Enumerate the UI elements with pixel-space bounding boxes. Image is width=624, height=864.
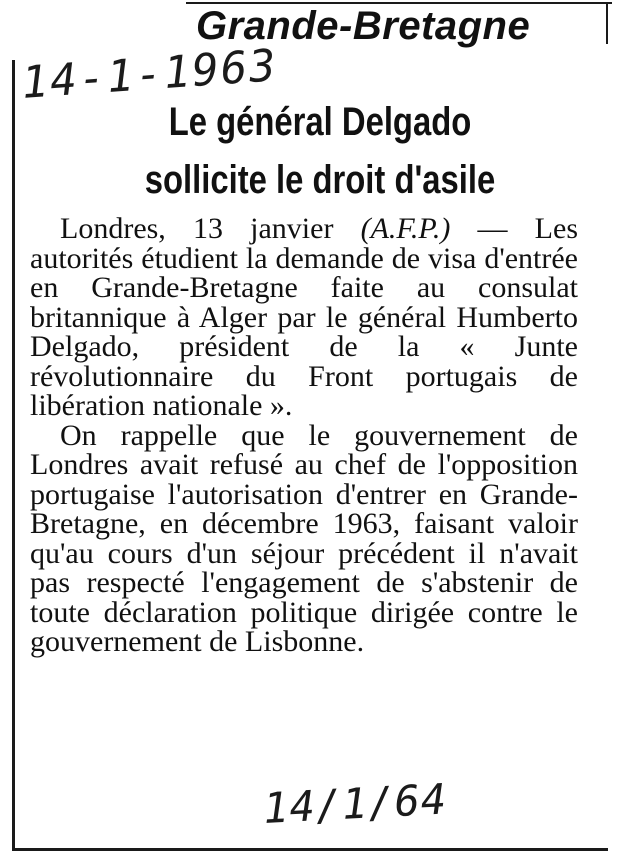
article-paragraph-1 (30, 214, 578, 421)
headline-line-2: sollicite le droit d'asile (144, 158, 496, 202)
news-agency: (A.F.P.) (360, 212, 451, 245)
handwritten-date-bottom: 14/1/64 (262, 774, 449, 833)
article-body (30, 214, 578, 657)
dateline: Londres, 13 janvier (60, 212, 361, 245)
section-title: Grande-Bretagne (196, 4, 531, 48)
clipping-edge-bottom (12, 848, 608, 851)
handwritten-date-top: 14-1-1963 (20, 40, 280, 109)
clipping-edge-left (12, 60, 15, 850)
dateline-dash: — (450, 212, 508, 245)
paragraph-1-text: Les autorités étudient la demande de visa d'entrée en Grande-Bretagne faite au consulat britannique à Alger par le général Humberto Delgado, président de la « Junte révolutionnaire du Front portugais de libération nationale ». (30, 212, 578, 422)
article-paragraph-2: On rappelle que le gouvernement de Londres avait refusé au chef de l'opposition portugaise l'autorisation d'entrer en Grande-Bretagne, en décembre 1963, faisant valoir qu'au cours d'un séjour précédent il n'avait pas respecté l'engagement de s'abstenir de toute déclaration politique dirigée contre le gouvernement de Lisbonne. (30, 418, 578, 658)
clipping-edge-right (606, 2, 608, 44)
headline-line-1: Le général Delgado (168, 100, 472, 144)
